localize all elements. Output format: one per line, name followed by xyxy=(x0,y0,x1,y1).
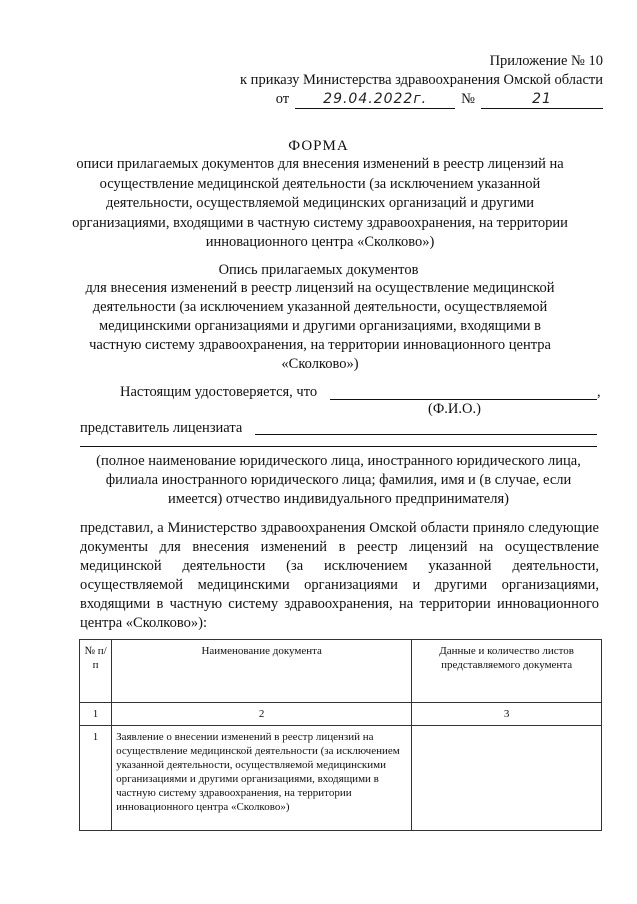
column-number-2: 2 xyxy=(112,703,412,726)
representative-hint: (полное наименование юридического лица, иностранного юридического лица, филиала иностранного юридического лица; фамилия, имя и (в случае, если имеется) отчество индивидуального предпринимателя) xyxy=(96,453,581,507)
appendix-order: к приказу Министерства здравоохранения Омской области xyxy=(240,72,603,88)
number-prefix: № xyxy=(461,91,475,107)
appendix-block xyxy=(240,52,603,109)
representative-label: представитель лицензиата xyxy=(80,420,243,436)
form-subtitle: описи прилагаемых документов для внесения изменений в реестр лицензий на осуществление медицинской деятельности (за исключением указанной деятельности, осуществляемой медицинских организаций и другими организациями, входящими в частную систему здравоохранения, на территории инновационного центра «Сколково») xyxy=(72,156,568,250)
inventory-subtitle: для внесения изменений в реестр лицензий на осуществление медицинской деятельности (за исключением указанной деятельности, осуществляемой медицинскими организациями и другими организациями, входящими в частную систему здравоохранения, на территории инновационного центра «Сколково») xyxy=(85,280,555,372)
table-column-numbers-row xyxy=(80,703,602,726)
representative-field-line-2[interactable] xyxy=(80,446,597,447)
table-row xyxy=(80,726,602,831)
representative-field-line[interactable] xyxy=(255,434,597,435)
header-number: № п/п xyxy=(80,640,112,703)
table-header-row xyxy=(80,640,602,703)
order-number: 21 xyxy=(481,91,603,109)
header-document-data: Данные и количество листов представляемого документа xyxy=(412,640,602,703)
appendix-date-row xyxy=(240,90,603,109)
row-document-name: Заявление о внесении изменений в реестр лицензий на осуществление медицинской деятельности (за исключением указанной деятельности, осуществляемой медицинскими организациями и другими организациями, входящими в частную систему здравоохранения, на территории инновационного центра «Сколково») xyxy=(112,726,412,831)
row-number: 1 xyxy=(80,726,112,831)
row-document-data[interactable] xyxy=(412,726,602,831)
documents-table xyxy=(79,639,602,831)
fio-field-line[interactable] xyxy=(330,399,597,400)
date-prefix: от xyxy=(275,91,290,107)
fio-label: (Ф.И.О.) xyxy=(428,401,481,417)
certify-comma: , xyxy=(597,384,601,400)
column-number-1: 1 xyxy=(80,703,112,726)
form-title: ФОРМА xyxy=(288,138,349,154)
body-paragraph: представил, а Министерство здравоохранения Омской области приняло следующие документы для внесения изменений в реестр лицензий на осуществление медицинской деятельности (за исключением указанной деятельности, осуществляемой медицинскими организациями и другими организациями, входящими в частную систему здравоохранения, на территории инновационного центра «Сколково»): xyxy=(80,520,599,631)
column-number-3: 3 xyxy=(412,703,602,726)
inventory-title: Опись прилагаемых документов xyxy=(218,262,419,278)
header-document-name: Наименование документа xyxy=(112,640,412,703)
appendix-number: Приложение № 10 xyxy=(489,53,603,69)
order-date: 29.04.2022г. xyxy=(295,91,455,109)
certify-text: Настоящим удостоверяется, что xyxy=(120,384,318,400)
